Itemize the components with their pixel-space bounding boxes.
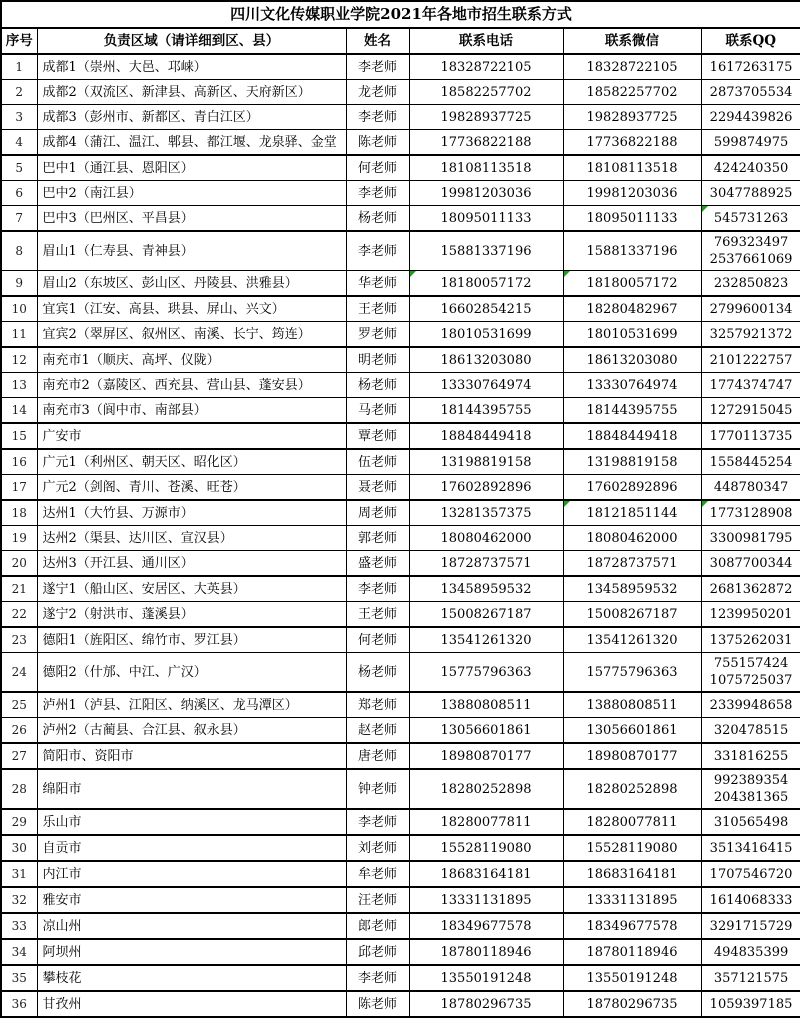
green-triangle-icon	[564, 501, 570, 507]
wechat-cell: 18144395755	[563, 398, 701, 424]
qq-cell: 494835399	[701, 939, 800, 965]
qq-cell: 1617263175	[701, 54, 800, 80]
area-cell: 宜宾2（翠屏区、叙州区、南溪、长宁、筠连）	[37, 322, 346, 348]
teacher-name-cell: 明老师	[346, 347, 409, 373]
table-row	[1, 991, 800, 1017]
phone-cell: 18280077811	[409, 809, 563, 835]
table-row	[1, 296, 800, 322]
area-cell: 南充市1（顺庆、高坪、仪陇）	[37, 347, 346, 373]
qq-cell: 2101222757	[701, 347, 800, 373]
qq-cell: 2339948658	[701, 692, 800, 718]
phone-cell: 13550191248	[409, 965, 563, 991]
green-triangle-icon	[410, 271, 416, 277]
row-index-cell: 10	[1, 296, 37, 322]
phone-cell: 13458959532	[409, 576, 563, 602]
table-row	[1, 913, 800, 939]
row-index-cell: 1	[1, 54, 37, 80]
table-row	[1, 602, 800, 628]
table-row	[1, 449, 800, 475]
area-cell: 达州1（大竹县、万源市）	[37, 500, 346, 526]
phone-cell: 18780118946	[409, 939, 563, 965]
table-row	[1, 130, 800, 156]
phone-cell: 17736822188	[409, 130, 563, 156]
area-cell: 广元1（利州区、朝天区、昭化区）	[37, 449, 346, 475]
wechat-cell: 19828937725	[563, 105, 701, 130]
row-index-cell: 33	[1, 913, 37, 939]
row-index-cell: 9	[1, 271, 37, 297]
wechat-cell: 17602892896	[563, 475, 701, 501]
area-cell: 自贡市	[37, 835, 346, 861]
phone-cell: 18728737571	[409, 551, 563, 577]
table-row	[1, 809, 800, 835]
column-header-wechat: 联系微信	[563, 28, 701, 54]
phone-cell: 13056601861	[409, 718, 563, 744]
row-index-cell: 20	[1, 551, 37, 577]
wechat-cell: 13550191248	[563, 965, 701, 991]
teacher-name-cell: 郑老师	[346, 692, 409, 718]
title-row	[1, 1, 800, 28]
area-cell: 泸州2（古蔺县、合江县、叙永县）	[37, 718, 346, 744]
wechat-cell: 18095011133	[563, 206, 701, 232]
phone-cell: 18613203080	[409, 347, 563, 373]
wechat-cell: 15775796363	[563, 653, 701, 693]
table-row	[1, 743, 800, 769]
table-row	[1, 206, 800, 232]
wechat-cell: 18780296735	[563, 991, 701, 1017]
row-index-cell: 14	[1, 398, 37, 424]
teacher-name-cell: 李老师	[346, 105, 409, 130]
teacher-name-cell: 龙老师	[346, 80, 409, 105]
phone-cell: 18144395755	[409, 398, 563, 424]
green-triangle-icon	[702, 206, 708, 212]
column-header-phone: 联系电话	[409, 28, 563, 54]
teacher-name-cell: 汪老师	[346, 887, 409, 913]
wechat-cell: 15528119080	[563, 835, 701, 861]
row-index-cell: 35	[1, 965, 37, 991]
area-cell: 攀枝花	[37, 965, 346, 991]
phone-cell: 18010531699	[409, 322, 563, 348]
wechat-cell: 18080462000	[563, 526, 701, 551]
row-index-cell: 13	[1, 373, 37, 398]
row-index-cell: 26	[1, 718, 37, 744]
teacher-name-cell: 陈老师	[346, 991, 409, 1017]
phone-cell: 18349677578	[409, 913, 563, 939]
qq-cell: 310565498	[701, 809, 800, 835]
area-cell: 巴中2（南江县）	[37, 181, 346, 206]
wechat-cell: 18328722105	[563, 54, 701, 80]
qq-cell: 448780347	[701, 475, 800, 501]
qq-cell: 320478515	[701, 718, 800, 744]
teacher-name-cell: 李老师	[346, 231, 409, 271]
column-header-area: 负责区域（请详细到区、县）	[37, 28, 346, 54]
phone-cell: 13330764974	[409, 373, 563, 398]
qq-cell: 331816255	[701, 743, 800, 769]
qq-cell: 3300981795	[701, 526, 800, 551]
wechat-cell: 18683164181	[563, 861, 701, 887]
phone-cell: 18848449418	[409, 423, 563, 449]
row-index-cell: 22	[1, 602, 37, 628]
area-cell: 眉山1（仁寿县、青神县）	[37, 231, 346, 271]
column-header-name: 姓名	[346, 28, 409, 54]
area-cell: 广元2（剑阁、青川、苍溪、旺苍）	[37, 475, 346, 501]
area-cell: 阿坝州	[37, 939, 346, 965]
phone-cell: 17602892896	[409, 475, 563, 501]
wechat-cell: 18848449418	[563, 423, 701, 449]
table-row	[1, 398, 800, 424]
qq-cell: 599874975	[701, 130, 800, 156]
area-cell: 广安市	[37, 423, 346, 449]
table-row	[1, 939, 800, 965]
wechat-cell: 18980870177	[563, 743, 701, 769]
row-index-cell: 16	[1, 449, 37, 475]
phone-cell: 15881337196	[409, 231, 563, 271]
area-cell: 泸州1（泸县、江阳区、纳溪区、龙马潭区）	[37, 692, 346, 718]
teacher-name-cell: 钟老师	[346, 769, 409, 809]
row-index-cell: 29	[1, 809, 37, 835]
row-index-cell: 21	[1, 576, 37, 602]
qq-cell: 424240350	[701, 155, 800, 181]
teacher-name-cell: 何老师	[346, 627, 409, 653]
phone-cell: 15528119080	[409, 835, 563, 861]
row-index-cell: 3	[1, 105, 37, 130]
wechat-cell: 18613203080	[563, 347, 701, 373]
teacher-name-cell: 周老师	[346, 500, 409, 526]
wechat-cell: 18349677578	[563, 913, 701, 939]
row-index-cell: 17	[1, 475, 37, 501]
area-cell: 巴中1（通江县、恩阳区）	[37, 155, 346, 181]
wechat-cell: 13330764974	[563, 373, 701, 398]
table-row	[1, 526, 800, 551]
area-cell: 绵阳市	[37, 769, 346, 809]
qq-cell: 232850823	[701, 271, 800, 297]
wechat-cell: 18280252898	[563, 769, 701, 809]
teacher-name-cell: 李老师	[346, 181, 409, 206]
row-index-cell: 6	[1, 181, 37, 206]
qq-cell: 2873705534	[701, 80, 800, 105]
area-cell: 南充市3（阆中市、南部县）	[37, 398, 346, 424]
qq-cell: 357121575	[701, 965, 800, 991]
teacher-name-cell: 杨老师	[346, 206, 409, 232]
area-cell: 遂宁1（船山区、安居区、大英县）	[37, 576, 346, 602]
teacher-name-cell: 杨老师	[346, 653, 409, 693]
area-cell: 简阳市、资阳市	[37, 743, 346, 769]
teacher-name-cell: 聂老师	[346, 475, 409, 501]
phone-cell: 15775796363	[409, 653, 563, 693]
table-row	[1, 551, 800, 577]
teacher-name-cell: 杨老师	[346, 373, 409, 398]
qq-multiline: 769323497 2537661069	[702, 232, 800, 270]
row-index-cell: 32	[1, 887, 37, 913]
teacher-name-cell: 李老师	[346, 576, 409, 602]
qq-cell: 3257921372	[701, 322, 800, 348]
qq-cell	[701, 653, 800, 693]
green-triangle-icon	[702, 501, 708, 507]
area-cell: 内江市	[37, 861, 346, 887]
qq-multiline: 755157424 1075725037	[702, 653, 800, 691]
page-title: 四川文化传媒职业学院2021年各地市招生联系方式	[1, 1, 800, 28]
phone-cell: 19828937725	[409, 105, 563, 130]
wechat-cell: 18280482967	[563, 296, 701, 322]
area-cell: 凉山州	[37, 913, 346, 939]
qq-cell: 1375262031	[701, 627, 800, 653]
row-index-cell: 27	[1, 743, 37, 769]
teacher-name-cell: 伍老师	[346, 449, 409, 475]
phone-cell: 18582257702	[409, 80, 563, 105]
wechat-cell: 13880808511	[563, 692, 701, 718]
wechat-cell: 18780118946	[563, 939, 701, 965]
area-cell: 眉山2（东坡区、彭山区、丹陵县、洪雅县）	[37, 271, 346, 297]
header-row	[1, 28, 800, 54]
qq-cell: 1272915045	[701, 398, 800, 424]
table-row	[1, 155, 800, 181]
teacher-name-cell: 牟老师	[346, 861, 409, 887]
area-cell: 南充市2（嘉陵区、西充县、营山县、蓬安县）	[37, 373, 346, 398]
table-row	[1, 475, 800, 501]
column-header-qq: 联系QQ	[701, 28, 800, 54]
area-cell: 德阳1（旌阳区、绵竹市、罗江县）	[37, 627, 346, 653]
row-index-cell: 19	[1, 526, 37, 551]
table-row	[1, 887, 800, 913]
teacher-name-cell: 李老师	[346, 965, 409, 991]
phone-cell: 13198819158	[409, 449, 563, 475]
phone-cell: 13331131895	[409, 887, 563, 913]
row-index-cell: 36	[1, 991, 37, 1017]
wechat-cell: 18121851144	[563, 500, 701, 526]
qq-cell	[701, 769, 800, 809]
qq-multiline: 992389354 204381365	[702, 770, 800, 808]
teacher-name-cell: 刘老师	[346, 835, 409, 861]
wechat-cell: 19981203036	[563, 181, 701, 206]
area-cell: 乐山市	[37, 809, 346, 835]
qq-cell: 1707546720	[701, 861, 800, 887]
area-cell: 成都2（双流区、新津县、高新区、天府新区）	[37, 80, 346, 105]
wechat-cell: 17736822188	[563, 130, 701, 156]
area-cell: 甘孜州	[37, 991, 346, 1017]
area-cell: 德阳2（什邡、中江、广汉）	[37, 653, 346, 693]
phone-cell: 13880808511	[409, 692, 563, 718]
table-row	[1, 105, 800, 130]
table-row	[1, 54, 800, 80]
area-cell: 成都1（崇州、大邑、邛崃）	[37, 54, 346, 80]
qq-cell: 2799600134	[701, 296, 800, 322]
phone-cell: 18683164181	[409, 861, 563, 887]
table-row	[1, 653, 800, 693]
wechat-cell: 13198819158	[563, 449, 701, 475]
table-row	[1, 322, 800, 348]
table-row	[1, 627, 800, 653]
teacher-name-cell: 邱老师	[346, 939, 409, 965]
row-index-cell: 8	[1, 231, 37, 271]
phone-cell: 15008267187	[409, 602, 563, 628]
wechat-cell: 18582257702	[563, 80, 701, 105]
phone-cell: 18280252898	[409, 769, 563, 809]
phone-cell: 18180057172	[409, 271, 563, 297]
qq-cell: 2294439826	[701, 105, 800, 130]
phone-cell: 13281357375	[409, 500, 563, 526]
table-row	[1, 347, 800, 373]
teacher-name-cell: 唐老师	[346, 743, 409, 769]
area-cell: 遂宁2（射洪市、蓬溪县）	[37, 602, 346, 628]
table-row	[1, 373, 800, 398]
wechat-cell: 15008267187	[563, 602, 701, 628]
qq-cell: 3047788925	[701, 181, 800, 206]
table-row	[1, 769, 800, 809]
table-row	[1, 500, 800, 526]
row-index-cell: 5	[1, 155, 37, 181]
table-row	[1, 835, 800, 861]
teacher-name-cell: 陈老师	[346, 130, 409, 156]
wechat-cell: 13541261320	[563, 627, 701, 653]
qq-cell: 1239950201	[701, 602, 800, 628]
qq-cell: 1770113735	[701, 423, 800, 449]
row-index-cell: 2	[1, 80, 37, 105]
teacher-name-cell: 郎老师	[346, 913, 409, 939]
row-index-cell: 7	[1, 206, 37, 232]
qq-cell: 3087700344	[701, 551, 800, 577]
qq-cell: 1773128908	[701, 500, 800, 526]
qq-cell: 545731263	[701, 206, 800, 232]
qq-cell: 1774374747	[701, 373, 800, 398]
teacher-name-cell: 何老师	[346, 155, 409, 181]
row-index-cell: 18	[1, 500, 37, 526]
green-triangle-icon	[564, 271, 570, 277]
table-row	[1, 692, 800, 718]
table-row	[1, 423, 800, 449]
teacher-name-cell: 郭老师	[346, 526, 409, 551]
row-index-cell: 28	[1, 769, 37, 809]
area-cell: 巴中3（巴州区、平昌县）	[37, 206, 346, 232]
row-index-cell: 24	[1, 653, 37, 693]
phone-cell: 18980870177	[409, 743, 563, 769]
table-row	[1, 965, 800, 991]
wechat-cell: 18728737571	[563, 551, 701, 577]
phone-cell: 13541261320	[409, 627, 563, 653]
row-index-cell: 23	[1, 627, 37, 653]
teacher-name-cell: 李老师	[346, 54, 409, 80]
area-cell: 宜宾1（江安、高县、珙县、屏山、兴文）	[37, 296, 346, 322]
wechat-cell: 18010531699	[563, 322, 701, 348]
phone-cell: 18108113518	[409, 155, 563, 181]
qq-cell: 1558445254	[701, 449, 800, 475]
teacher-name-cell: 赵老师	[346, 718, 409, 744]
area-cell: 成都4（蒲江、温江、郫县、都江堰、龙泉驿、金堂	[37, 130, 346, 156]
wechat-cell: 13331131895	[563, 887, 701, 913]
wechat-cell: 18108113518	[563, 155, 701, 181]
teacher-name-cell: 覃老师	[346, 423, 409, 449]
qq-cell: 1059397185	[701, 991, 800, 1017]
qq-cell: 1614068333	[701, 887, 800, 913]
row-index-cell: 34	[1, 939, 37, 965]
row-index-cell: 30	[1, 835, 37, 861]
phone-cell: 18080462000	[409, 526, 563, 551]
teacher-name-cell: 李老师	[346, 809, 409, 835]
area-cell: 达州2（渠县、达川区、宣汉县）	[37, 526, 346, 551]
qq-cell: 3513416415	[701, 835, 800, 861]
phone-cell: 19981203036	[409, 181, 563, 206]
row-index-cell: 4	[1, 130, 37, 156]
table-row	[1, 80, 800, 105]
wechat-cell: 13458959532	[563, 576, 701, 602]
area-cell: 达州3（开江县、通川区）	[37, 551, 346, 577]
table-row	[1, 231, 800, 271]
teacher-name-cell: 罗老师	[346, 322, 409, 348]
teacher-name-cell: 王老师	[346, 296, 409, 322]
row-index-cell: 31	[1, 861, 37, 887]
teacher-name-cell: 盛老师	[346, 551, 409, 577]
wechat-cell: 18180057172	[563, 271, 701, 297]
table-row	[1, 718, 800, 744]
phone-cell: 18095011133	[409, 206, 563, 232]
area-cell: 成都3（彭州市、新都区、青白江区）	[37, 105, 346, 130]
area-cell: 雅安市	[37, 887, 346, 913]
phone-cell: 18328722105	[409, 54, 563, 80]
phone-cell: 16602854215	[409, 296, 563, 322]
phone-cell: 18780296735	[409, 991, 563, 1017]
qq-cell: 3291715729	[701, 913, 800, 939]
column-header-no: 序号	[1, 28, 37, 54]
qq-cell	[701, 231, 800, 271]
wechat-cell: 13056601861	[563, 718, 701, 744]
table-row	[1, 576, 800, 602]
teacher-name-cell: 王老师	[346, 602, 409, 628]
row-index-cell: 11	[1, 322, 37, 348]
wechat-cell: 15881337196	[563, 231, 701, 271]
row-index-cell: 12	[1, 347, 37, 373]
table-row	[1, 271, 800, 297]
row-index-cell: 25	[1, 692, 37, 718]
teacher-name-cell: 马老师	[346, 398, 409, 424]
qq-cell: 2681362872	[701, 576, 800, 602]
teacher-name-cell: 华老师	[346, 271, 409, 297]
wechat-cell: 18280077811	[563, 809, 701, 835]
table-row	[1, 181, 800, 206]
table-row	[1, 861, 800, 887]
row-index-cell: 15	[1, 423, 37, 449]
